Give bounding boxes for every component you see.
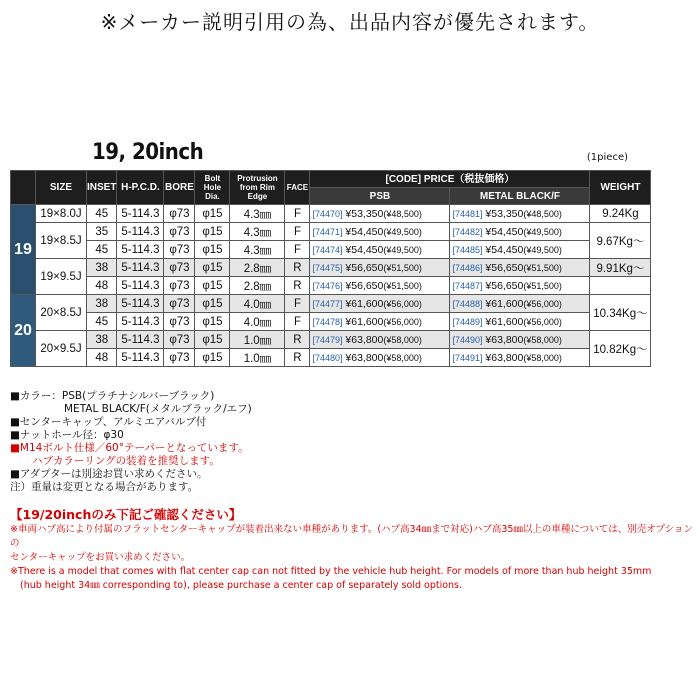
hpcd-cell: 5-114.3 — [117, 313, 164, 331]
psb-price-ex: (¥56,000) — [383, 316, 422, 327]
inset-cell: 38 — [87, 331, 117, 349]
inset-cell: 48 — [87, 349, 117, 367]
psb-price-ex: (¥58,000) — [383, 352, 422, 363]
header-bore: BORE — [164, 171, 195, 205]
psb-price-cell — [310, 205, 450, 223]
table-row — [11, 331, 651, 349]
note-weight: 注）重量は変更となる場合があります。 — [10, 481, 199, 493]
warning-en-line-2: (hub height 34㎜ corresponding to), please purchase a center cap of separately sold options. — [20, 580, 463, 591]
note-adapter: ■アダプターは別途お買い求めください。 — [10, 468, 208, 480]
top-notice: ※メーカー説明引用の為、出品内容が優先されます。 — [100, 10, 600, 34]
spec-notes — [10, 390, 252, 494]
face-cell: F — [285, 223, 310, 241]
mb-price-cell — [450, 349, 590, 367]
psb-price: ¥63,800 — [345, 351, 384, 364]
inset-cell: 45 — [87, 205, 117, 223]
mb-price-cell — [450, 313, 590, 331]
weight-cell: 9.67Kg〜 — [590, 223, 651, 259]
weight-cell: 9.24Kg — [590, 205, 651, 223]
protrusion-cell: 2.8㎜ — [230, 259, 285, 277]
hpcd-cell: 5-114.3 — [117, 259, 164, 277]
size-group-19: 19 — [11, 205, 36, 295]
mb-price-ex: (¥49,500) — [523, 226, 562, 237]
face-cell: R — [285, 277, 310, 295]
psb-price: ¥61,600 — [345, 297, 384, 310]
mb-code: [74489] — [452, 316, 483, 327]
bolt-cell: φ15 — [195, 259, 230, 277]
psb-price: ¥54,450 — [345, 225, 384, 238]
header-psb: PSB — [310, 188, 450, 205]
note-m14: ■M14ボルト仕様／60°テーパーとなっています。 — [10, 442, 249, 454]
protrusion-cell: 1.0㎜ — [230, 349, 285, 367]
header-face: FACE — [285, 171, 310, 205]
bolt-cell: φ15 — [195, 277, 230, 295]
weight-cell: 10.34Kg〜 — [590, 295, 651, 331]
table-row — [11, 241, 651, 259]
psb-price-ex: (¥49,500) — [383, 226, 422, 237]
mb-price: ¥56,650 — [485, 261, 524, 274]
header-metal-black: METAL BLACK/F — [450, 188, 590, 205]
mb-code: [74487] — [452, 280, 483, 291]
bolt-cell: φ15 — [195, 241, 230, 259]
inset-cell: 35 — [87, 223, 117, 241]
table-row — [11, 223, 651, 241]
table-row — [11, 205, 651, 223]
bore-cell: φ73 — [164, 313, 195, 331]
protrusion-cell: 4.3㎜ — [230, 241, 285, 259]
mb-price-ex: (¥58,000) — [523, 334, 562, 345]
mb-price: ¥53,350 — [485, 207, 524, 220]
face-cell: R — [285, 349, 310, 367]
bolt-cell: φ15 — [195, 313, 230, 331]
hpcd-cell: 5-114.3 — [117, 205, 164, 223]
note-color-2: METAL BLACK/F(メタルブラック/エフ) — [64, 403, 252, 415]
psb-price: ¥56,650 — [345, 279, 384, 292]
section-title: 19, 20inch — [92, 140, 204, 165]
mb-price: ¥61,600 — [485, 315, 524, 328]
hpcd-cell: 5-114.3 — [117, 223, 164, 241]
hpcd-cell: 5-114.3 — [117, 277, 164, 295]
header-blank — [11, 171, 36, 205]
size-cell: 19×8.5J — [36, 223, 87, 259]
face-cell: F — [285, 205, 310, 223]
size-cell: 20×9.5J — [36, 331, 87, 367]
note-color-1: ■カラー：PSB(プラチナシルバーブラック) — [10, 390, 215, 402]
psb-code: [74471] — [312, 226, 343, 237]
inset-cell: 38 — [87, 259, 117, 277]
mb-price-cell — [450, 259, 590, 277]
mb-price: ¥56,650 — [485, 279, 524, 292]
face-cell: F — [285, 295, 310, 313]
header-price-group: [CODE] PRICE（税抜価格） — [310, 171, 590, 188]
mb-price-ex: (¥51,500) — [523, 280, 562, 291]
mb-price: ¥61,600 — [485, 297, 524, 310]
psb-price-ex: (¥48,500) — [383, 208, 422, 219]
warning-en-line-1: ※There is a model that comes with flat center cap can not fitted by the vehicle hub height. For models of more than hub height 35mm — [10, 566, 652, 577]
mb-code: [74491] — [452, 352, 483, 363]
bore-cell: φ73 — [164, 277, 195, 295]
table-row — [11, 313, 651, 331]
note-nut-hole: ■ナットホール径：φ30 — [10, 429, 124, 441]
mb-price-cell — [450, 205, 590, 223]
mb-price-ex: (¥56,000) — [523, 316, 562, 327]
warning-block — [10, 523, 695, 593]
psb-price-ex: (¥51,500) — [383, 262, 422, 273]
note-center-cap: ■センターキャップ、アルミエアバルブ付 — [10, 416, 207, 428]
warning-jp-line-1: ※車両ハブ高により付属のフラットセンターキャップが装着出来ない車種があります。(ハブ高34㎜まで対応)ハブ高35㎜以上の車種については、別売オプションの — [10, 524, 693, 549]
psb-code: [74478] — [312, 316, 343, 327]
hpcd-cell: 5-114.3 — [117, 349, 164, 367]
psb-price: ¥53,350 — [345, 207, 384, 220]
psb-code: [74479] — [312, 334, 343, 345]
bore-cell: φ73 — [164, 205, 195, 223]
psb-price-cell — [310, 223, 450, 241]
bolt-cell: φ15 — [195, 331, 230, 349]
inset-cell: 48 — [87, 277, 117, 295]
psb-price-ex: (¥58,000) — [383, 334, 422, 345]
hpcd-cell: 5-114.3 — [117, 241, 164, 259]
psb-code: [74476] — [312, 280, 343, 291]
psb-price: ¥54,450 — [345, 243, 384, 256]
protrusion-cell: 1.0㎜ — [230, 331, 285, 349]
mb-price-cell — [450, 223, 590, 241]
face-cell: R — [285, 331, 310, 349]
face-cell: F — [285, 241, 310, 259]
mb-code: [74486] — [452, 262, 483, 273]
bore-cell: φ73 — [164, 331, 195, 349]
psb-code: [74477] — [312, 298, 343, 309]
header-weight: WEIGHT — [590, 171, 651, 205]
hpcd-cell: 5-114.3 — [117, 295, 164, 313]
header-inset: INSET — [87, 171, 117, 205]
mb-price-cell — [450, 331, 590, 349]
psb-price-ex: (¥51,500) — [383, 280, 422, 291]
weight-cell — [590, 277, 651, 295]
size-cell: 19×8.0J — [36, 205, 87, 223]
header-size: SIZE — [36, 171, 87, 205]
mb-price-cell — [450, 241, 590, 259]
psb-price-ex: (¥49,500) — [383, 244, 422, 255]
mb-price: ¥54,450 — [485, 243, 524, 256]
psb-price-cell — [310, 277, 450, 295]
weight-cell: 10.82Kg〜 — [590, 331, 651, 367]
psb-price: ¥63,800 — [345, 333, 384, 346]
mb-code: [74481] — [452, 208, 483, 219]
bore-cell: φ73 — [164, 349, 195, 367]
table-row — [11, 277, 651, 295]
mb-code: [74485] — [452, 244, 483, 255]
spec-table — [10, 170, 651, 367]
header-bolt-hole: Bolt Hole Dia. — [195, 171, 230, 205]
psb-price-cell — [310, 313, 450, 331]
psb-price: ¥61,600 — [345, 315, 384, 328]
mb-price-ex: (¥51,500) — [523, 262, 562, 273]
psb-price-cell — [310, 331, 450, 349]
face-cell: F — [285, 313, 310, 331]
mb-price: ¥54,450 — [485, 225, 524, 238]
mb-price-ex: (¥48,500) — [523, 208, 562, 219]
weight-cell: 9.91Kg〜 — [590, 259, 651, 277]
protrusion-cell: 4.3㎜ — [230, 205, 285, 223]
table-row — [11, 295, 651, 313]
mb-price-cell — [450, 295, 590, 313]
header-protrusion: Protrusion from Rim Edge — [230, 171, 285, 205]
psb-price-cell — [310, 349, 450, 367]
note-m14-hub-ring: ハブカラーリングの装着を推奨します。 — [32, 455, 220, 467]
mb-code: [74488] — [452, 298, 483, 309]
size-group-20: 20 — [11, 295, 36, 367]
psb-price-cell — [310, 241, 450, 259]
protrusion-cell: 4.3㎜ — [230, 223, 285, 241]
mb-price: ¥63,800 — [485, 333, 524, 346]
warning-jp-line-2: センターキャップをお買い求めください。 — [10, 552, 191, 563]
face-cell: R — [285, 259, 310, 277]
mb-price-ex: (¥58,000) — [523, 352, 562, 363]
psb-code: [74480] — [312, 352, 343, 363]
bolt-cell: φ15 — [195, 295, 230, 313]
psb-code: [74470] — [312, 208, 343, 219]
mb-price: ¥63,800 — [485, 351, 524, 364]
mb-price-ex: (¥56,000) — [523, 298, 562, 309]
bolt-cell: φ15 — [195, 223, 230, 241]
bore-cell: φ73 — [164, 223, 195, 241]
bolt-cell: φ15 — [195, 205, 230, 223]
mb-code: [74482] — [452, 226, 483, 237]
size-cell: 20×8.5J — [36, 295, 87, 331]
mb-price-ex: (¥49,500) — [523, 244, 562, 255]
warning-title: 【19/20inchのみ下記ご確認ください】 — [10, 507, 242, 522]
mb-code: [74490] — [452, 334, 483, 345]
psb-price-cell — [310, 259, 450, 277]
size-cell: 19×9.5J — [36, 259, 87, 295]
psb-code: [74474] — [312, 244, 343, 255]
header-hpcd: H-P.C.D. — [117, 171, 164, 205]
psb-price: ¥56,650 — [345, 261, 384, 274]
protrusion-cell: 4.0㎜ — [230, 295, 285, 313]
bore-cell: φ73 — [164, 259, 195, 277]
bore-cell: φ73 — [164, 241, 195, 259]
protrusion-cell: 2.8㎜ — [230, 277, 285, 295]
inset-cell: 38 — [87, 295, 117, 313]
unit-label: (1piece) — [586, 152, 628, 163]
bore-cell: φ73 — [164, 295, 195, 313]
inset-cell: 45 — [87, 241, 117, 259]
protrusion-cell: 4.0㎜ — [230, 313, 285, 331]
mb-price-cell — [450, 277, 590, 295]
inset-cell: 45 — [87, 313, 117, 331]
psb-price-ex: (¥56,000) — [383, 298, 422, 309]
psb-price-cell — [310, 295, 450, 313]
table-row — [11, 349, 651, 367]
hpcd-cell: 5-114.3 — [117, 331, 164, 349]
table-row — [11, 259, 651, 277]
psb-code: [74475] — [312, 262, 343, 273]
bolt-cell: φ15 — [195, 349, 230, 367]
